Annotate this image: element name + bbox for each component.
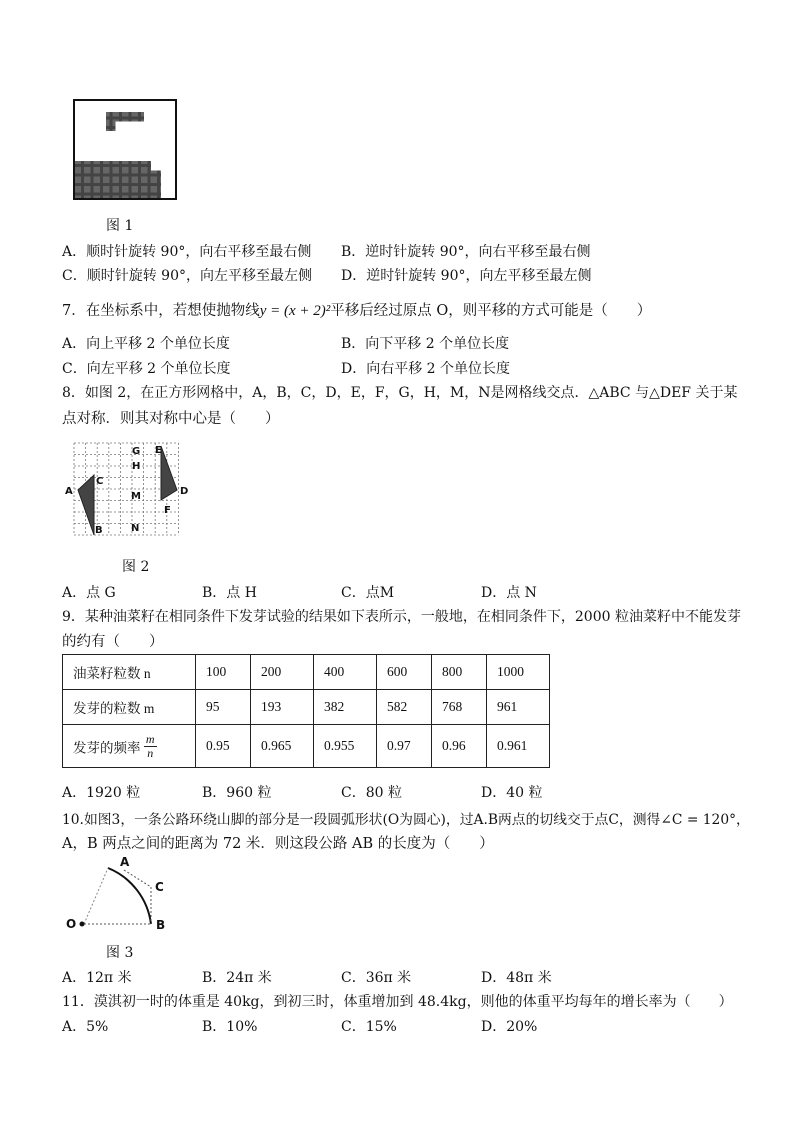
table-cell: 0.955	[314, 725, 377, 768]
q8-option-a: A．点 G	[62, 585, 116, 601]
table-cell: 600	[377, 655, 432, 690]
figure-1	[73, 99, 177, 200]
germination-table	[62, 654, 550, 768]
row-label-n: 油菜籽粒数 n	[63, 655, 196, 690]
table-cell: 0.95	[196, 725, 251, 768]
arc-road-image	[64, 854, 174, 934]
q6-option-d: D．逆时针旋转 90°，向左平移至最左侧	[341, 268, 592, 284]
table-row	[63, 690, 550, 725]
q7-prefix: 7．在坐标系中，若想使抛物线	[62, 303, 260, 319]
q7-suffix: 平移后经过原点 O，则平移的方式可能是（ ）	[330, 303, 652, 319]
q11-option-d: D．20%	[481, 1019, 538, 1035]
svg-text:B: B	[156, 918, 166, 932]
question-10-line-2: A，B 两点之间的距离为 72 米．则这段公路 AB 的长度为（ ）	[62, 836, 494, 852]
fraction-denominator: n	[147, 745, 154, 760]
row-label-m: 发芽的粒数 m	[63, 690, 196, 725]
q9-option-c: C．80 粒	[341, 785, 402, 801]
svg-text:A: A	[120, 855, 130, 869]
q6-option-c: C．顺时针旋转 90°，向左平移至最左侧	[62, 268, 312, 284]
q11-option-b: B．10%	[202, 1019, 258, 1035]
svg-text:B: B	[95, 525, 103, 536]
svg-text:N: N	[131, 523, 140, 534]
svg-text:M: M	[131, 491, 141, 502]
svg-text:O: O	[66, 917, 77, 931]
q7-option-c: C．向左平移 2 个单位长度	[62, 361, 231, 377]
q7-option-d: D．向右平移 2 个单位长度	[341, 361, 511, 377]
svg-text:C: C	[155, 880, 164, 894]
figure-3	[64, 854, 174, 934]
table-cell: 400	[314, 655, 377, 690]
row-label-frequency	[63, 725, 196, 768]
question-9-line-1: 9．某种油菜籽在相同条件下发芽试验的结果如下表所示，一般地，在相同条件下，2000 粒油菜籽中不能发芽	[62, 609, 741, 625]
q11-option-a: A．5%	[62, 1019, 109, 1035]
question-9-line-2: 的约有（ ）	[62, 634, 164, 650]
table-cell: 800	[432, 655, 487, 690]
table-cell: 1000	[487, 655, 550, 690]
figure-2	[64, 440, 192, 538]
grid-triangles-image	[64, 440, 192, 538]
table-cell: 382	[314, 690, 377, 725]
q7-option-b: B．向下平移 2 个单位长度	[341, 336, 510, 352]
svg-text:E: E	[155, 445, 162, 456]
table-row	[63, 655, 550, 690]
q10-option-d: D．48π 米	[481, 970, 552, 986]
frequency-fraction	[144, 733, 157, 760]
table-cell: 768	[432, 690, 487, 725]
question-8-line-2: 点对称．则其对称中心是（ ）	[62, 411, 280, 427]
table-cell: 0.961	[487, 725, 550, 768]
q8-option-b: B．点 H	[202, 585, 257, 601]
q10-option-c: C．36π 米	[341, 970, 412, 986]
q9-option-d: D．40 粒	[481, 785, 543, 801]
svg-text:C: C	[96, 476, 104, 487]
table-cell: 961	[487, 690, 550, 725]
table-cell: 0.97	[377, 725, 432, 768]
svg-text:F: F	[164, 505, 171, 516]
q10-option-a: A．12π 米	[62, 970, 132, 986]
svg-text:G: G	[132, 446, 141, 457]
q10-option-b: B．24π 米	[202, 970, 272, 986]
table-cell: 582	[377, 690, 432, 725]
question-10-line-1: 10.如图3，一条公路环绕山脚的部分是一段圆弧形状(O为圆心)，过A.B两点的切线交于点C，测得∠C = 120°，	[62, 812, 750, 828]
q7-option-a: A．向上平移 2 个单位长度	[62, 336, 230, 352]
svg-text:A: A	[65, 486, 73, 497]
table-cell: 193	[251, 690, 314, 725]
table-cell: 95	[196, 690, 251, 725]
figure-2-caption: 图 2	[122, 559, 150, 575]
table-cell: 100	[196, 655, 251, 690]
q7-formula: y = (x + 2)²	[259, 303, 331, 319]
q8-option-d: D．点 N	[481, 585, 537, 601]
figure-1-caption: 图 1	[106, 218, 134, 234]
question-11: 11．漠淇初一时的体重是 40kg，到初三时，体重增加到 48.4kg，则他的体重平均每年的增长率为（ ）	[62, 994, 733, 1010]
tetris-board-image	[73, 99, 177, 200]
q11-option-c: C．15%	[341, 1019, 397, 1035]
q9-option-a: A．1920 粒	[62, 785, 141, 801]
svg-text:H: H	[132, 461, 141, 472]
q9-option-b: B．960 粒	[202, 785, 272, 801]
table-cell: 200	[251, 655, 314, 690]
q8-option-c: C．点M	[341, 585, 395, 601]
q6-option-a: A．顺时针旋转 90°，向右平移至最右侧	[62, 244, 312, 260]
frequency-label-text: 发芽的频率	[73, 740, 141, 755]
question-7	[62, 299, 651, 320]
table-cell: 0.965	[251, 725, 314, 768]
fraction-numerator: m	[145, 731, 155, 746]
svg-text:D: D	[180, 486, 189, 497]
table-row	[63, 725, 550, 768]
figure-3-caption: 图 3	[106, 945, 134, 961]
q6-option-b: B．逆时针旋转 90°，向右平移至最右侧	[341, 244, 591, 260]
table-cell: 0.96	[432, 725, 487, 768]
question-8-line-1: 8．如图 2，在正方形网格中，A，B，C，D，E，F，G，H，M，N是网格线交点．△ABC 与△DEF 关于某	[62, 385, 738, 401]
